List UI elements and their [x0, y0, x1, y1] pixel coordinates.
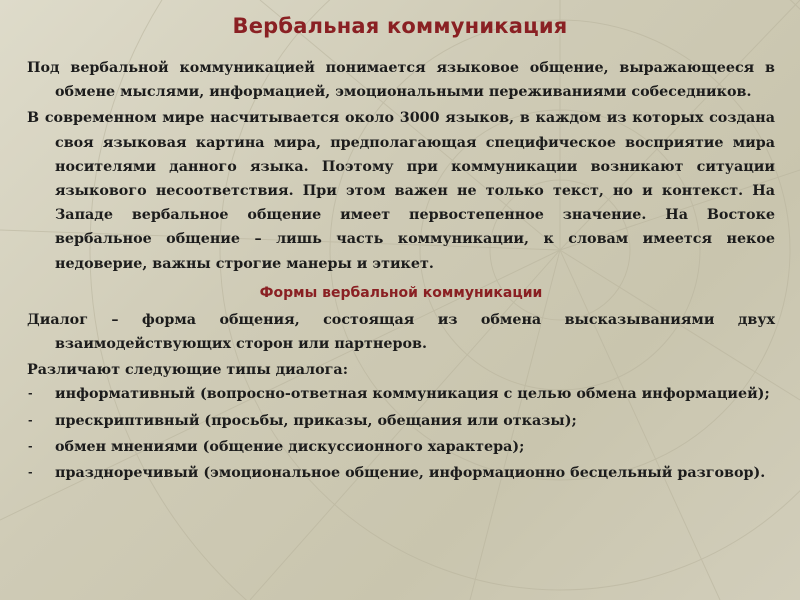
- list-item: [27, 435, 775, 459]
- list-item: [27, 382, 775, 406]
- list-item-text: празднoречивый (эмоциональное общение, информационно бесцельный разговор).: [55, 465, 766, 482]
- list-item-text: информативный (вопросно-ответная коммуникация с целью обмена информацией);: [55, 386, 770, 403]
- list-item-text: обмен мнениями (общение дискуссионного характера);: [55, 438, 525, 455]
- list-item: [27, 461, 775, 485]
- slide-body: [27, 56, 775, 487]
- section-subtitle: Формы вербальной коммуникации: [259, 284, 543, 301]
- paragraph-languages: В современном мире насчитывается около 3000 языков, в каждом из которых создана своя языковая картина мира, предполагающая специфическое восприятие мира носителями данного языка. Поэтому при коммуникации возникают ситуации языкового несоответствия. При этом важен не только текст, но и контекст. На Западе вербальное общение имеет первостепенное значение. На Востоке вербальное общение – лишь часть коммуникации, к словам имеется некое недоверие, важны строгие манеры и этикет.: [27, 110, 775, 272]
- list-item-text: прескриптивный (просьбы, приказы, обещания или отказы);: [55, 412, 577, 429]
- paragraph-dialog-types: Различают следующие типы диалога:: [27, 362, 348, 379]
- bullet-dash-icon: -: [28, 439, 33, 453]
- slide-title: Вербальная коммуникация: [232, 14, 568, 38]
- paragraph-dialog: Диалог – форма общения, состоящая из обмена высказываниями двух взаимодействующих сторон или партнеров.: [27, 311, 775, 353]
- list-item: [27, 409, 775, 433]
- bullet-dash-icon: -: [28, 387, 33, 401]
- dialog-types-list: [27, 382, 775, 485]
- paragraph-definition: Под вербальной коммуникацией понимается языковое общение, выражающееся в обмене мыслями, информацией, эмоциональными переживаниями собеседников.: [27, 60, 775, 101]
- bullet-dash-icon: -: [28, 413, 33, 427]
- bullet-dash-icon: -: [28, 466, 33, 480]
